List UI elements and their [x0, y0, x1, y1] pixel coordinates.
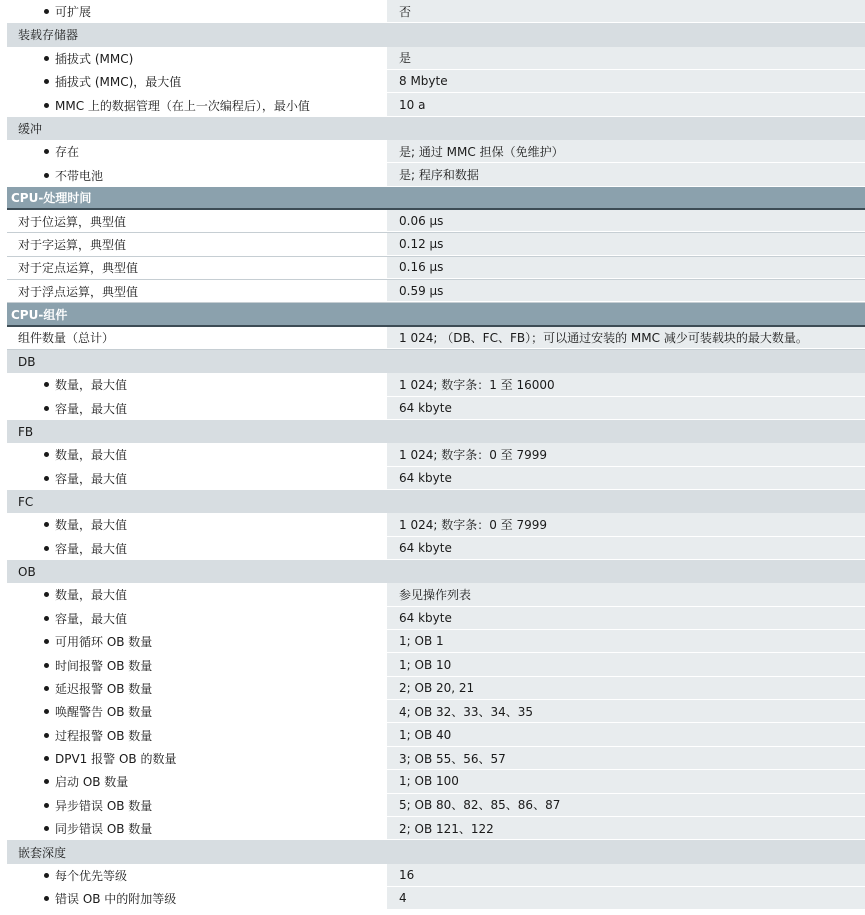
- row-label-cell: [7, 355, 387, 369]
- row-label-cell: [7, 189, 387, 206]
- row-label-cell: [7, 236, 387, 253]
- row-value-cell: [387, 23, 865, 46]
- row-label: CPU-组件: [11, 307, 68, 322]
- spec-row: [7, 747, 865, 770]
- bullet-icon: [44, 452, 49, 457]
- spec-row: [7, 607, 865, 630]
- row-value-cell: [387, 210, 865, 232]
- row-label: 容量，最大值: [55, 471, 128, 486]
- row-value: 1; OB 10: [399, 657, 452, 672]
- bullet-icon: [44, 103, 49, 108]
- row-label-cell: [7, 844, 387, 861]
- header-row: [7, 187, 865, 210]
- row-label-cell: [7, 633, 387, 650]
- row-label: 插拔式 (MMC)，最大值: [55, 75, 182, 90]
- spec-row: [7, 280, 865, 303]
- row-value: 是: [399, 51, 412, 66]
- spec-row: [7, 210, 865, 233]
- row-label-cell: [7, 516, 387, 533]
- row-value-cell: [387, 677, 865, 700]
- row-value-cell: [387, 607, 865, 630]
- row-label: 不带电池: [55, 168, 104, 183]
- row-label: 存在: [55, 145, 80, 160]
- row-value: 16: [399, 867, 415, 882]
- row-label-cell: [7, 727, 387, 744]
- row-value: 4; OB 32、33、34、35: [399, 704, 534, 719]
- row-label-cell: [7, 820, 387, 837]
- row-label: 延迟报警 OB 数量: [55, 681, 153, 696]
- spec-row: [7, 233, 865, 256]
- bullet-icon: [44, 733, 49, 738]
- row-label: 数量，最大值: [55, 588, 128, 603]
- row-value: 1 024; （DB、FC、FB）；可以通过安装的 MMC 减少可装载块的最大数量。: [399, 330, 808, 345]
- row-value: 8 Mbyte: [399, 74, 448, 89]
- row-label: 对于浮点运算，典型值: [18, 284, 139, 299]
- row-value-cell: [387, 327, 865, 349]
- row-label-cell: [7, 565, 387, 579]
- row-label-cell: [7, 446, 387, 463]
- bullet-icon: [44, 592, 49, 597]
- bullet-icon: [44, 546, 49, 551]
- row-label: 启动 OB 数量: [55, 775, 129, 790]
- row-value-cell: [387, 117, 865, 140]
- spec-row: [7, 47, 865, 70]
- spec-row: [7, 583, 865, 606]
- row-value: 2; OB 121、122: [399, 821, 494, 836]
- row-label-cell: [7, 50, 387, 67]
- row-label: FB: [18, 424, 34, 439]
- row-label-cell: [7, 773, 387, 790]
- row-value: 是; 程序和数据: [399, 168, 479, 183]
- spec-row: [7, 817, 865, 840]
- spec-row: [7, 537, 865, 560]
- row-label-cell: [7, 610, 387, 627]
- row-label: 错误 OB 中的附加等级: [55, 892, 177, 907]
- row-value-cell: [387, 140, 865, 163]
- bullet-icon: [44, 382, 49, 387]
- row-value: 是; 通过 MMC 担保（免维护）: [399, 144, 564, 159]
- row-label-cell: [7, 167, 387, 184]
- row-value: 64 kbyte: [399, 470, 452, 485]
- row-label: 嵌套深度: [18, 845, 67, 860]
- row-label-cell: [7, 495, 387, 509]
- row-label: 装载存储器: [18, 28, 79, 43]
- row-label-cell: [7, 73, 387, 90]
- section-row: [7, 23, 865, 46]
- row-value-cell: [387, 0, 865, 23]
- row-label-cell: [7, 890, 387, 907]
- row-label: OB: [18, 564, 36, 579]
- row-label: 容量，最大值: [55, 611, 128, 626]
- row-label-cell: [7, 259, 387, 276]
- row-label: 同步错误 OB 数量: [55, 822, 153, 837]
- bullet-icon: [44, 639, 49, 644]
- bullet-icon: [44, 476, 49, 481]
- bullet-icon: [44, 826, 49, 831]
- spec-row: [7, 513, 865, 536]
- section-row: [7, 560, 865, 583]
- spec-row: [7, 70, 865, 93]
- spec-row: [7, 700, 865, 723]
- spec-row: [7, 887, 865, 910]
- row-label-cell: [7, 867, 387, 884]
- section-row: [7, 840, 865, 863]
- row-value-cell: [387, 864, 865, 887]
- spec-row: [7, 140, 865, 163]
- row-value-cell: [387, 723, 865, 746]
- row-label-cell: [7, 97, 387, 114]
- row-value-cell: [387, 490, 865, 513]
- row-label-cell: [7, 470, 387, 487]
- row-value-cell: [387, 257, 865, 279]
- row-value-cell: [387, 47, 865, 70]
- spec-row: [7, 0, 865, 23]
- row-value: 4: [399, 891, 407, 906]
- spec-row: [7, 770, 865, 793]
- row-label-cell: [7, 3, 387, 20]
- spec-row: [7, 373, 865, 396]
- row-label-cell: [7, 26, 387, 43]
- row-value-cell: [387, 233, 865, 255]
- row-value: 1 024; 数字条：1 至 16000: [399, 377, 555, 392]
- spec-row: [7, 443, 865, 466]
- row-value-cell: [387, 70, 865, 93]
- row-label: DPV1 报警 OB 的数量: [55, 752, 177, 767]
- row-label-cell: [7, 797, 387, 814]
- row-value: 0.16 μs: [399, 260, 444, 275]
- row-label-cell: [7, 120, 387, 137]
- section-row: [7, 117, 865, 140]
- row-label: 数量，最大值: [55, 518, 128, 533]
- row-label: 可用循环 OB 数量: [55, 635, 153, 650]
- spec-row: [7, 327, 865, 350]
- row-value: 1 024; 数字条：0 至 7999: [399, 447, 548, 462]
- bullet-icon: [44, 756, 49, 761]
- row-label: 数量，最大值: [55, 378, 128, 393]
- row-value-cell: [387, 630, 865, 653]
- row-label-cell: [7, 376, 387, 393]
- row-label-cell: [7, 680, 387, 697]
- row-label: 对于位运算，典型值: [18, 214, 127, 229]
- row-label: 容量，最大值: [55, 541, 128, 556]
- row-value: 1; OB 1: [399, 634, 444, 649]
- row-value-cell: [387, 537, 865, 560]
- row-label-cell: [7, 586, 387, 603]
- row-label: 数量，最大值: [55, 448, 128, 463]
- row-label: 容量，最大值: [55, 401, 128, 416]
- spec-row: [7, 630, 865, 653]
- bullet-icon: [44, 406, 49, 411]
- row-label: 对于定点运算，典型值: [18, 261, 139, 276]
- row-label: 时间报警 OB 数量: [55, 658, 153, 673]
- row-value: 10 a: [399, 97, 426, 112]
- bullet-icon: [44, 173, 49, 178]
- row-label-cell: [7, 425, 387, 439]
- row-value: 5; OB 80、82、85、86、87: [399, 798, 561, 813]
- row-label-cell: [7, 657, 387, 674]
- section-row: [7, 420, 865, 443]
- row-value-cell: [387, 93, 865, 116]
- row-value-cell: [387, 350, 865, 373]
- bullet-icon: [44, 616, 49, 621]
- row-label: MMC 上的数据管理（在上一次编程后），最小值: [55, 98, 310, 113]
- row-value: 0.59 μs: [399, 283, 444, 298]
- row-value: 64 kbyte: [399, 540, 452, 555]
- row-label: 过程报警 OB 数量: [55, 728, 153, 743]
- row-value-cell: [387, 653, 865, 676]
- row-value: 3; OB 55、56、57: [399, 751, 506, 766]
- spec-row: [7, 163, 865, 186]
- bullet-icon: [44, 56, 49, 61]
- row-value: 1; OB 40: [399, 727, 452, 742]
- row-value-cell: [387, 467, 865, 490]
- row-value-cell: [387, 420, 865, 443]
- row-value-cell: [387, 163, 865, 186]
- bullet-icon: [44, 709, 49, 714]
- bullet-icon: [44, 803, 49, 808]
- row-value: 参见操作列表: [399, 587, 472, 602]
- row-label: FC: [18, 494, 34, 509]
- row-label: 对于字运算，典型值: [18, 237, 127, 252]
- row-value-cell: [387, 840, 865, 863]
- row-label-cell: [7, 283, 387, 300]
- bullet-icon: [44, 79, 49, 84]
- row-value-cell: [387, 513, 865, 536]
- row-label-cell: [7, 750, 387, 767]
- bullet-icon: [44, 896, 49, 901]
- row-value-cell: [387, 187, 865, 208]
- bullet-icon: [44, 522, 49, 527]
- section-row: [7, 350, 865, 373]
- row-value: 0.12 μs: [399, 236, 444, 251]
- row-value-cell: [387, 794, 865, 817]
- spec-row: [7, 864, 865, 887]
- spec-row: [7, 677, 865, 700]
- row-value-cell: [387, 373, 865, 396]
- row-value: 1; OB 100: [399, 774, 459, 789]
- row-label: 插拔式 (MMC): [55, 51, 134, 66]
- row-value: 2; OB 20, 21: [399, 680, 475, 695]
- row-label: 可扩展: [55, 5, 92, 20]
- row-value: 64 kbyte: [399, 400, 452, 415]
- row-value-cell: [387, 887, 865, 910]
- row-value-cell: [387, 280, 865, 302]
- row-label-cell: [7, 329, 387, 346]
- bullet-icon: [44, 779, 49, 784]
- row-value: 1 024; 数字条：0 至 7999: [399, 517, 548, 532]
- row-label-cell: [7, 306, 387, 323]
- row-value: 64 kbyte: [399, 610, 452, 625]
- row-value-cell: [387, 397, 865, 420]
- row-label: DB: [18, 354, 36, 369]
- spec-row: [7, 723, 865, 746]
- row-value-cell: [387, 817, 865, 840]
- spec-row: [7, 93, 865, 116]
- row-label-cell: [7, 213, 387, 230]
- header-row: [7, 303, 865, 326]
- spec-row: [7, 653, 865, 676]
- row-label: 异步错误 OB 数量: [55, 798, 153, 813]
- row-label: 缓冲: [18, 121, 43, 136]
- row-label: 组件数量（总计）: [18, 331, 115, 346]
- row-value-cell: [387, 747, 865, 770]
- bullet-icon: [44, 663, 49, 668]
- bullet-icon: [44, 686, 49, 691]
- row-value: 0.06 μs: [399, 213, 444, 228]
- row-label-cell: [7, 143, 387, 160]
- bullet-icon: [44, 873, 49, 878]
- spec-row: [7, 397, 865, 420]
- row-value-cell: [387, 583, 865, 606]
- row-value-cell: [387, 700, 865, 723]
- row-label-cell: [7, 400, 387, 417]
- row-label-cell: [7, 703, 387, 720]
- row-value-cell: [387, 303, 865, 324]
- spec-row: [7, 794, 865, 817]
- row-value: 否: [399, 4, 412, 19]
- row-value-cell: [387, 560, 865, 583]
- row-label: 唤醒警告 OB 数量: [55, 705, 153, 720]
- bullet-icon: [44, 149, 49, 154]
- row-label-cell: [7, 540, 387, 557]
- row-label: 每个优先等级: [55, 868, 128, 883]
- row-label: CPU-处理时间: [11, 190, 92, 205]
- spec-row: [7, 257, 865, 280]
- bullet-icon: [44, 9, 49, 14]
- row-value-cell: [387, 443, 865, 466]
- spec-row: [7, 467, 865, 490]
- section-row: [7, 490, 865, 513]
- row-value-cell: [387, 770, 865, 793]
